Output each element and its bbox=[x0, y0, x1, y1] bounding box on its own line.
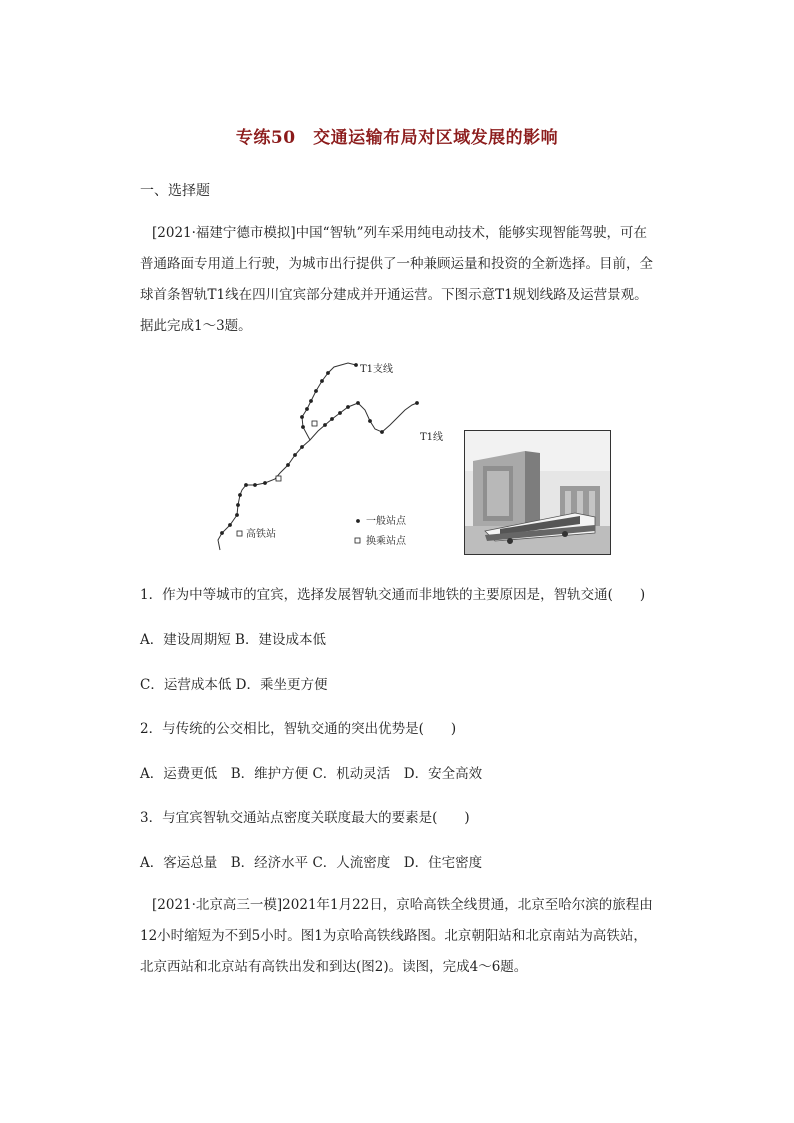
legend-transfer-icon bbox=[355, 538, 360, 543]
question-3-stem: 3．与宜宾智轨交通站点密度关联度最大的要素是( ) bbox=[140, 810, 470, 826]
label-t1-main: T1线 bbox=[420, 432, 444, 443]
intro-paragraph-1 bbox=[140, 218, 660, 342]
legend-transfer-label: 换乘站点 bbox=[366, 536, 406, 547]
section-heading: 一、选择题 bbox=[140, 183, 210, 199]
legend-general-label: 一般站点 bbox=[366, 516, 406, 527]
label-hsr-station: 高铁站 bbox=[246, 529, 276, 540]
legend-general-icon bbox=[356, 519, 360, 523]
question-3-options: A．客运总量 B．经济水平 C．人流密度 D．住宅密度 bbox=[140, 855, 483, 871]
route-map bbox=[210, 355, 450, 560]
question-1-options-cd: C．运营成本低 D．乘坐更方便 bbox=[140, 677, 328, 693]
question-1-stem: 1．作为中等城市的宜宾，选择发展智轨交通而非地铁的主要原因是，智轨交通( ) bbox=[140, 587, 646, 603]
transfer-stations bbox=[237, 421, 317, 536]
t1-line-route bbox=[218, 403, 417, 550]
question-1-options-ab: A．建设周期短 B．建设成本低 bbox=[140, 632, 326, 648]
tram-photo bbox=[464, 430, 611, 555]
page-title: 专练50 交通运输布局对区域发展的影响 bbox=[235, 128, 559, 148]
general-stations bbox=[220, 363, 419, 535]
label-t1-branch: T1支线 bbox=[360, 364, 394, 375]
intro-text-1: [2021·福建宁德市模拟]中国“智轨”列车采用纯电动技术，能够实现智能驾驶，可在普通路面专用道上行驶，为城市出行提供了一种兼顾运量和投资的全新选择。目前，全球首条智轨T1线在四川宜宾部分建成并开通运营。下图示意T1规划线路及运营景观。据此完成1～3题。 bbox=[140, 225, 653, 334]
question-2-options: A．运费更低 B．维护方便 C．机动灵活 D．安全高效 bbox=[140, 766, 483, 782]
intro-paragraph-2 bbox=[140, 890, 660, 983]
intro-text-2: [2021·北京高三一模]2021年1月22日，京哈高铁全线贯通，北京至哈尔滨的旅程由12小时缩短为不到5小时。图1为京哈高铁线路图。北京朝阳站和北京南站为高铁站，北京西站和北京站有高铁出发和到达(图2)。读图，完成4～6题。 bbox=[140, 897, 653, 975]
question-2-stem: 2．与传统的公交相比，智轨交通的突出优势是( ) bbox=[140, 721, 457, 737]
